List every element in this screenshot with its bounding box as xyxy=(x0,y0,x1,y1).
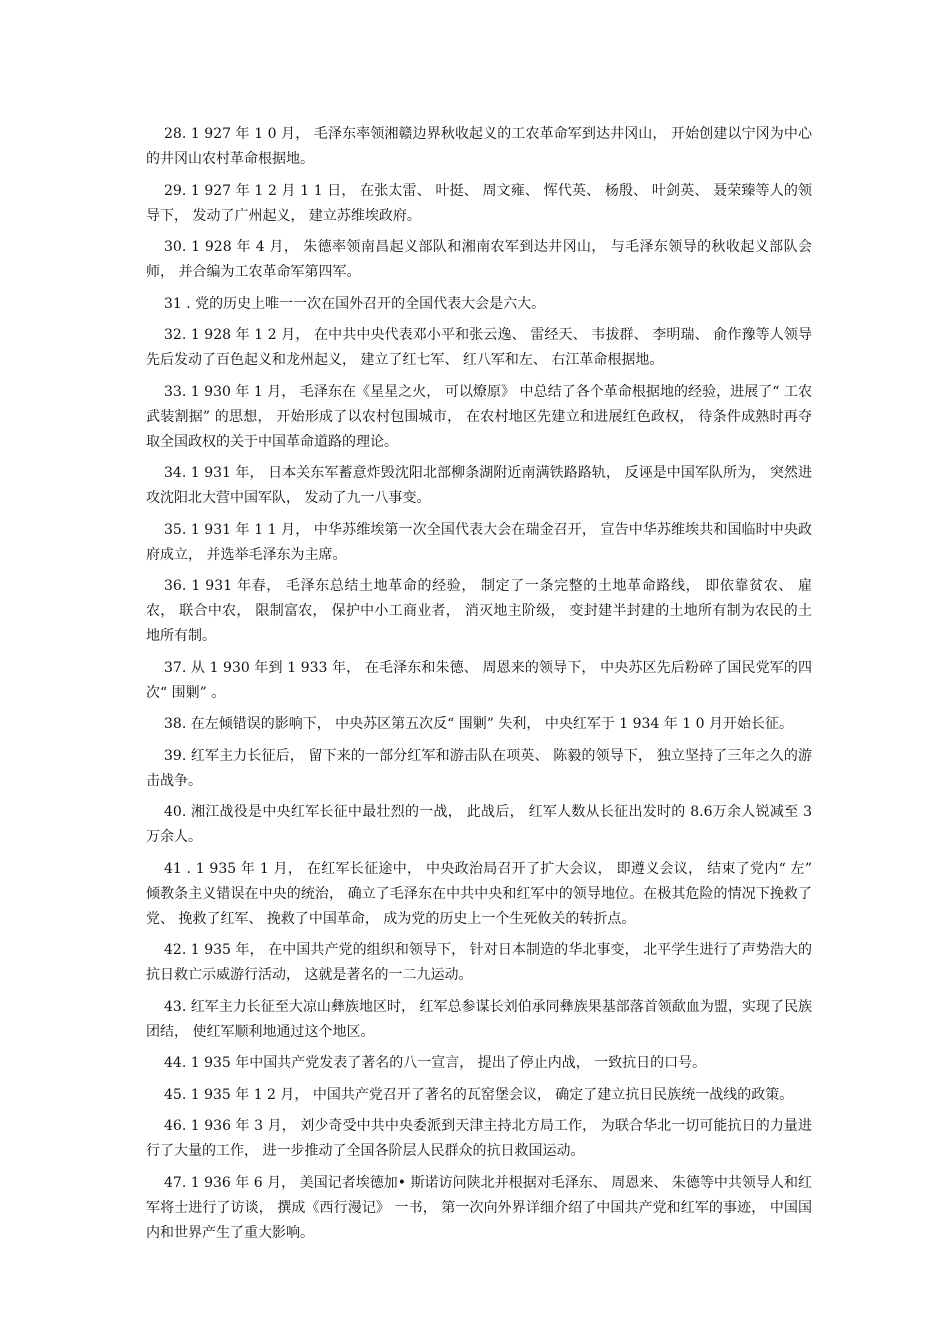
list-item: 33. 1 930 年 1 月， 毛泽东在《星星之火， 可以燎原》 中总结了各个革命根据地的经验，进展了“ 工农武装割据” 的思想， 开始形成了以农村包围城市， 在农村地区先建立和进展红色政权， 待条件成熟时再夺取全国政权的关于中国革命道路的理论。 xyxy=(146,383,812,450)
list-item: 42. 1 935 年， 在中国共产党的组织和领导下， 针对日本制造的华北事变， 北平学生进行了声势浩大的抗日救亡示威游行活动， 这就是著名的一二九运动。 xyxy=(146,942,812,983)
list-item: 45. 1 935 年 1 2 月， 中国共产党召开了著名的瓦窑堡会议， 确定了建立抗日民族统一战线的政策。 xyxy=(164,1086,794,1103)
list-item: 32. 1 928 年 1 2 月， 在中共中央代表邓小平和张云逸、 雷经天、 韦拔群、 李明瑞、 俞作豫等人领导先后发动了百色起义和龙州起义， 建立了红七军、 红八军和左、 右江革命根据地。 xyxy=(146,327,812,368)
list-item: 41 . 1 935 年 1 月， 在红军长征途中， 中央政治局召开了扩大会议， 即遵义会议， 结束了党内“ 左” 倾教条主义错误在中央的统治， 确立了毛泽东在中共中央和红军中的领导地位。在极其危险的情况下挽救了党、 挽救了红军、 挽救了中国革命， 成为党的历史上一个生死攸关的转折点。 xyxy=(146,860,812,927)
document-page xyxy=(146,122,812,1252)
list-item: 34. 1 931 年， 日本关东军蓄意炸毁沈阳北部柳条湖附近南满铁路路轨， 反诬是中国军队所为， 突然进攻沈阳北大营中国军队， 发动了九一八事变。 xyxy=(146,465,812,506)
list-item: 31 . 党的历史上唯一一次在国外召开的全国代表大会是六大。 xyxy=(164,295,546,312)
list-item: 28. 1 927 年 1 0 月， 毛泽东率领湘赣边界秋收起义的工农革命军到达井冈山， 开始创建以宁冈为中心的井冈山农村革命根据地。 xyxy=(146,126,812,167)
list-item: 44. 1 935 年中国共产党发表了著名的八一宣言， 提出了停止内战， 一致抗日的口号。 xyxy=(164,1055,707,1071)
list-item: 36. 1 931 年春， 毛泽东总结土地革命的经验， 制定了一条完整的土地革命路线， 即依靠贫农、 雇农， 联合中农， 限制富农， 保护中小工商业者， 消灭地主阶级， 变封建半封建的土地所有制为农民的土地所有制。 xyxy=(146,578,812,644)
list-item: 30. 1 928 年 4 月， 朱德率领南昌起义部队和湘南农军到达井冈山， 与毛泽东领导的秋收起义部队会师， 并合编为工农革命军第四军。 xyxy=(146,239,812,280)
list-item: 38. 在左倾错误的影响下， 中央苏区第五次反“ 围剿” 失利， 中央红军于 1 934 年 1 0 月开始长征。 xyxy=(164,716,793,732)
list-item: 37. 从 1 930 年到 1 933 年， 在毛泽东和朱德、 周恩来的领导下， 中央苏区先后粉碎了国民党军的四次“ 围剿” 。 xyxy=(146,659,812,701)
list-item: 35. 1 931 年 1 1 月， 中华苏维埃第一次全国代表大会在瑞金召开， 宣告中华苏维埃共和国临时中央政府成立， 并选举毛泽东为主席。 xyxy=(146,521,812,563)
list-item: 47. 1 936 年 6 月， 美国记者埃德加• 斯诺访问陕北并根据对毛泽东、 周恩来、 朱德等中共领导人和红军将士进行了访谈， 撰成《西行漫记》 一书， 第一次向外界详细介绍了中国共产党和红军的事迹， 中国国内和世界产生了重大影响。 xyxy=(146,1174,812,1241)
list-item: 39. 红军主力长征后， 留下来的一部分红军和游击队在项英、 陈毅的领导下， 独立坚持了三年之久的游击战争。 xyxy=(146,747,812,789)
list-item: 29. 1 927 年 1 2 月 1 1 日， 在张太雷、 叶挺、 周文雍、 恽代英、 杨殷、 叶剑英、 聂荣臻等人的领导下， 发动了广州起义， 建立苏维埃政府。 xyxy=(146,182,812,224)
list-item: 40. 湘江战役是中央红军长征中最壮烈的一战， 此战后， 红军人数从长征出发时的 8.6万余人锐减至 3 万余人。 xyxy=(146,804,812,845)
list-item: 43. 红军主力长征至大凉山彝族地区时， 红军总参谋长刘伯承同彝族果基部落首领歃血为盟，实现了民族团结， 使红军顺利地通过这个地区。 xyxy=(146,998,812,1040)
list-item: 46. 1 936 年 3 月， 刘少奇受中共中央委派到天津主持北方局工作， 为联合华北一切可能抗日的力量进行了大量的工作， 进一步推动了全国各阶层人民群众的抗日救国运动。 xyxy=(146,1118,812,1159)
